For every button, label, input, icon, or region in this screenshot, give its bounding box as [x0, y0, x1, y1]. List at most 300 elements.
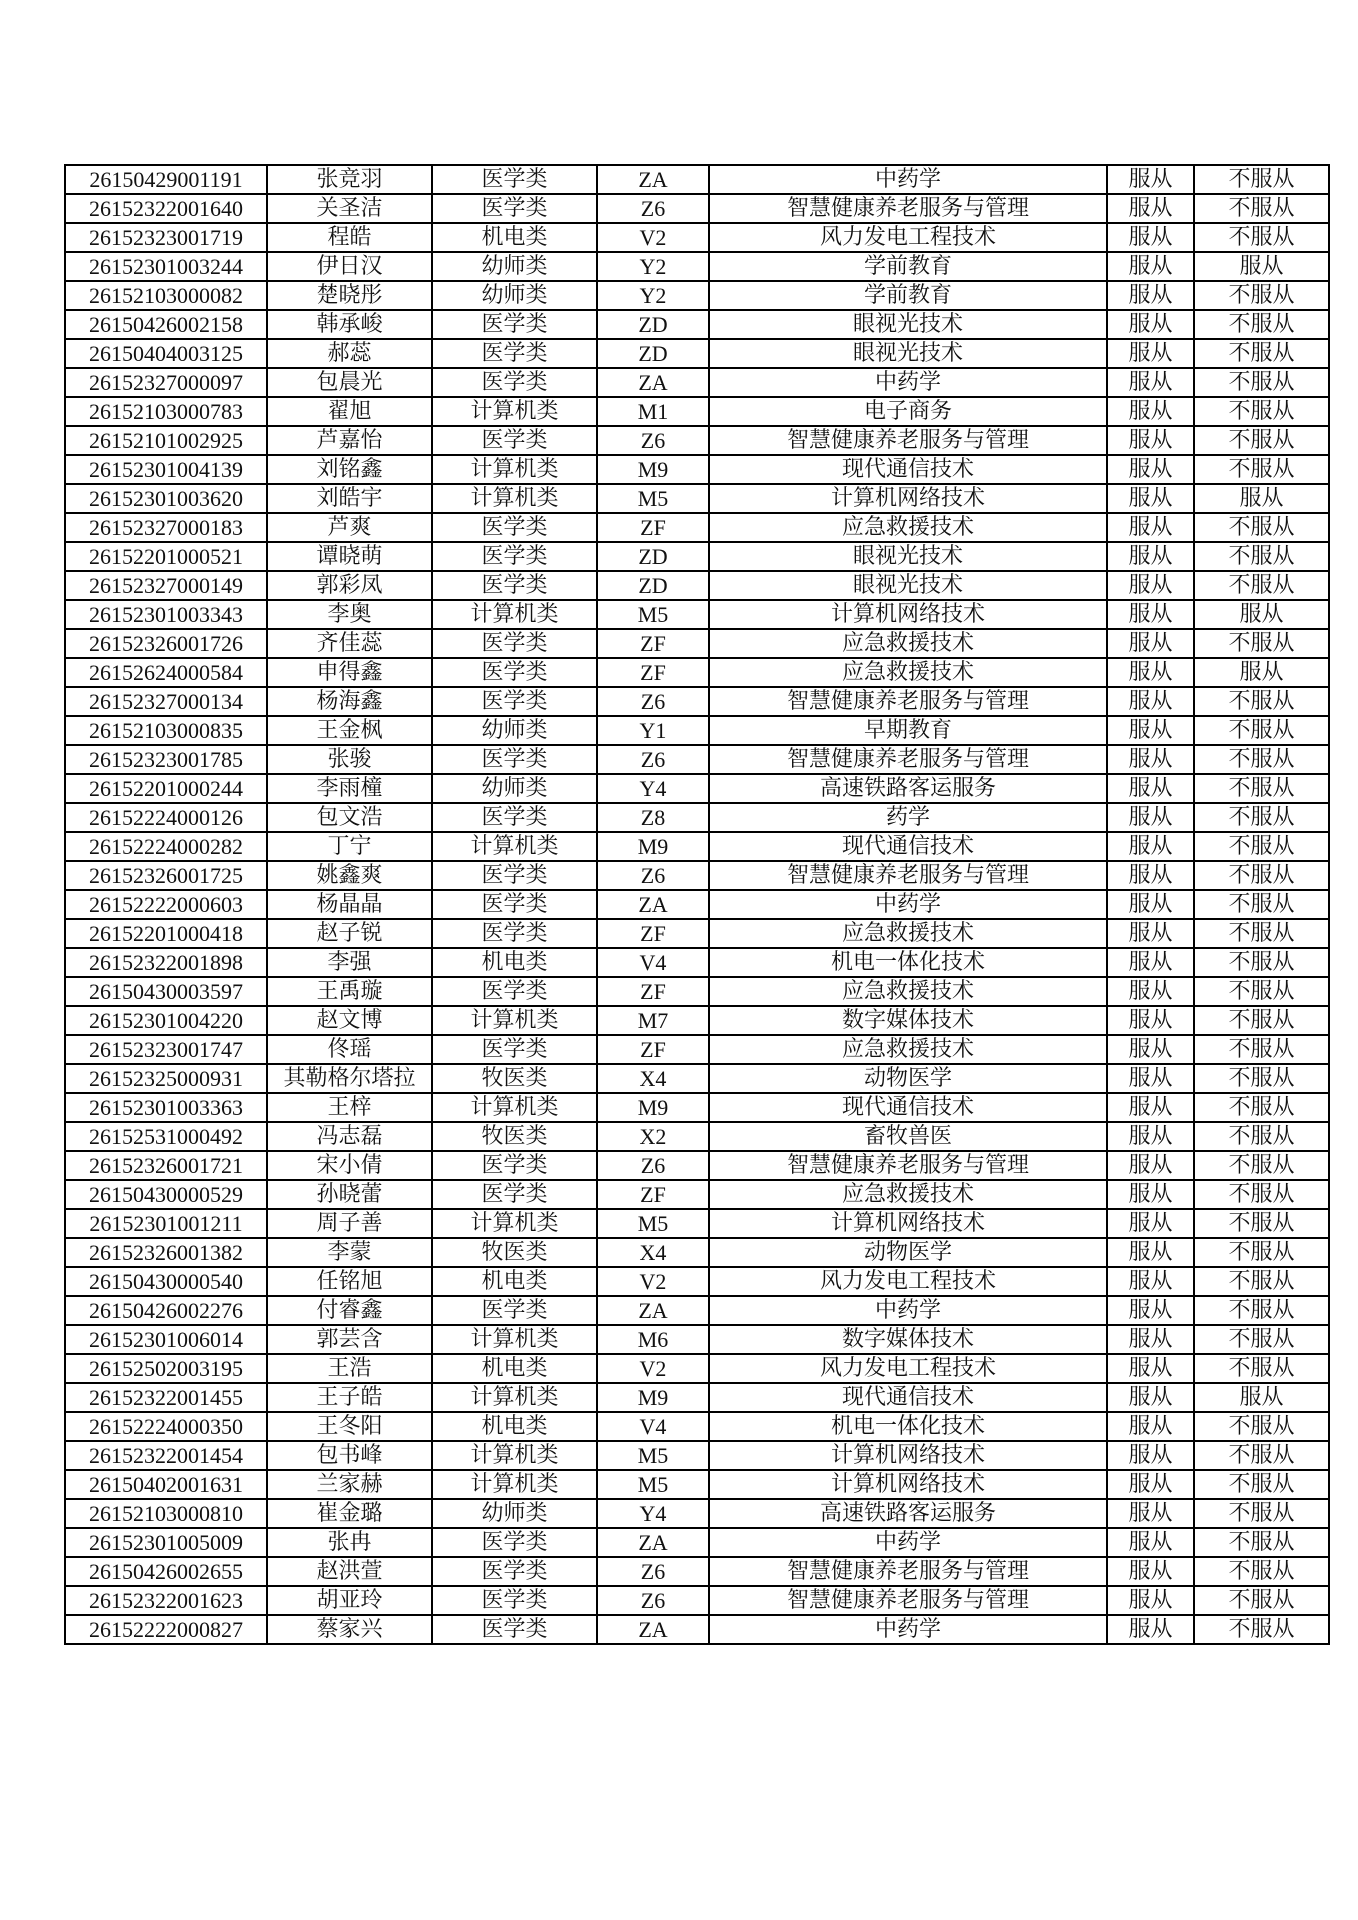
- major-cell: 中药学: [709, 1528, 1107, 1557]
- table-row: [65, 223, 1329, 252]
- exam-id-cell: 26152201000418: [65, 919, 267, 948]
- name-cell: 赵洪萱: [267, 1557, 432, 1586]
- exam-id-cell: 26152323001785: [65, 745, 267, 774]
- secondary-adjust-cell: 不服从: [1194, 281, 1329, 310]
- exam-id-cell: 26152326001726: [65, 629, 267, 658]
- name-cell: 申得鑫: [267, 658, 432, 687]
- secondary-adjust-cell: 不服从: [1194, 803, 1329, 832]
- major-cell: 风力发电工程技术: [709, 1267, 1107, 1296]
- exam-id-cell: 26152224000282: [65, 832, 267, 861]
- name-cell: 蔡家兴: [267, 1615, 432, 1644]
- category-cell: 医学类: [432, 194, 597, 223]
- major-cell: 中药学: [709, 368, 1107, 397]
- code-cell: M5: [597, 1470, 709, 1499]
- category-cell: 机电类: [432, 1267, 597, 1296]
- code-cell: V2: [597, 1354, 709, 1383]
- code-cell: M9: [597, 832, 709, 861]
- adjust-cell: 服从: [1107, 832, 1194, 861]
- secondary-adjust-cell: 不服从: [1194, 687, 1329, 716]
- code-cell: Z6: [597, 687, 709, 716]
- adjust-cell: 服从: [1107, 1615, 1194, 1644]
- exam-id-cell: 26152301003244: [65, 252, 267, 281]
- secondary-adjust-cell: 不服从: [1194, 1238, 1329, 1267]
- adjust-cell: 服从: [1107, 687, 1194, 716]
- code-cell: ZF: [597, 977, 709, 1006]
- exam-id-cell: 26152301003363: [65, 1093, 267, 1122]
- table-row: [65, 861, 1329, 890]
- adjust-cell: 服从: [1107, 600, 1194, 629]
- exam-id-cell: 26152301006014: [65, 1325, 267, 1354]
- table-row: [65, 1006, 1329, 1035]
- code-cell: ZD: [597, 542, 709, 571]
- secondary-adjust-cell: 不服从: [1194, 716, 1329, 745]
- code-cell: Z6: [597, 745, 709, 774]
- name-cell: 李强: [267, 948, 432, 977]
- code-cell: ZF: [597, 1035, 709, 1064]
- adjust-cell: 服从: [1107, 1238, 1194, 1267]
- major-cell: 风力发电工程技术: [709, 1354, 1107, 1383]
- code-cell: ZD: [597, 339, 709, 368]
- code-cell: X2: [597, 1122, 709, 1151]
- name-cell: 王子皓: [267, 1383, 432, 1412]
- table-row: [65, 1122, 1329, 1151]
- table-row: [65, 1267, 1329, 1296]
- name-cell: 宋小倩: [267, 1151, 432, 1180]
- name-cell: 包晨光: [267, 368, 432, 397]
- secondary-adjust-cell: 服从: [1194, 252, 1329, 281]
- name-cell: 包书峰: [267, 1441, 432, 1470]
- adjust-cell: 服从: [1107, 397, 1194, 426]
- name-cell: 赵文博: [267, 1006, 432, 1035]
- table-row: [65, 600, 1329, 629]
- exam-id-cell: 26152327000097: [65, 368, 267, 397]
- secondary-adjust-cell: 不服从: [1194, 1528, 1329, 1557]
- category-cell: 计算机类: [432, 455, 597, 484]
- secondary-adjust-cell: 不服从: [1194, 1093, 1329, 1122]
- exam-id-cell: 26152201000521: [65, 542, 267, 571]
- exam-id-cell: 26152624000584: [65, 658, 267, 687]
- adjust-cell: 服从: [1107, 716, 1194, 745]
- table-row: [65, 890, 1329, 919]
- name-cell: 包文浩: [267, 803, 432, 832]
- secondary-adjust-cell: 不服从: [1194, 1180, 1329, 1209]
- code-cell: ZF: [597, 919, 709, 948]
- name-cell: 韩承峻: [267, 310, 432, 339]
- table-row: [65, 281, 1329, 310]
- table-row: [65, 977, 1329, 1006]
- name-cell: 周子善: [267, 1209, 432, 1238]
- exam-id-cell: 26152327000183: [65, 513, 267, 542]
- adjust-cell: 服从: [1107, 455, 1194, 484]
- adjust-cell: 服从: [1107, 484, 1194, 513]
- category-cell: 医学类: [432, 919, 597, 948]
- category-cell: 医学类: [432, 629, 597, 658]
- major-cell: 应急救援技术: [709, 658, 1107, 687]
- category-cell: 医学类: [432, 1615, 597, 1644]
- adjust-cell: 服从: [1107, 890, 1194, 919]
- table-row: [65, 1528, 1329, 1557]
- secondary-adjust-cell: 不服从: [1194, 1499, 1329, 1528]
- exam-id-cell: 26152531000492: [65, 1122, 267, 1151]
- category-cell: 医学类: [432, 1035, 597, 1064]
- category-cell: 幼师类: [432, 774, 597, 803]
- name-cell: 杨海鑫: [267, 687, 432, 716]
- table-row: [65, 1296, 1329, 1325]
- code-cell: Y1: [597, 716, 709, 745]
- adjust-cell: 服从: [1107, 252, 1194, 281]
- major-cell: 电子商务: [709, 397, 1107, 426]
- name-cell: 张骏: [267, 745, 432, 774]
- exam-id-cell: 26150426002158: [65, 310, 267, 339]
- adjust-cell: 服从: [1107, 1470, 1194, 1499]
- category-cell: 机电类: [432, 1412, 597, 1441]
- code-cell: M9: [597, 1383, 709, 1412]
- adjust-cell: 服从: [1107, 571, 1194, 600]
- table-row: [65, 658, 1329, 687]
- table-row: [65, 1325, 1329, 1354]
- category-cell: 医学类: [432, 687, 597, 716]
- major-cell: 中药学: [709, 890, 1107, 919]
- adjust-cell: 服从: [1107, 1354, 1194, 1383]
- name-cell: 姚鑫爽: [267, 861, 432, 890]
- adjust-cell: 服从: [1107, 919, 1194, 948]
- major-cell: 学前教育: [709, 252, 1107, 281]
- code-cell: V4: [597, 1412, 709, 1441]
- code-cell: ZF: [597, 658, 709, 687]
- major-cell: 高速铁路客运服务: [709, 774, 1107, 803]
- table-row: [65, 339, 1329, 368]
- category-cell: 计算机类: [432, 397, 597, 426]
- category-cell: 幼师类: [432, 281, 597, 310]
- category-cell: 医学类: [432, 803, 597, 832]
- major-cell: 计算机网络技术: [709, 1209, 1107, 1238]
- exam-id-cell: 26150430000540: [65, 1267, 267, 1296]
- category-cell: 医学类: [432, 571, 597, 600]
- secondary-adjust-cell: 不服从: [1194, 1035, 1329, 1064]
- name-cell: 其勒格尔塔拉: [267, 1064, 432, 1093]
- adjust-cell: 服从: [1107, 745, 1194, 774]
- adjust-cell: 服从: [1107, 194, 1194, 223]
- name-cell: 丁宁: [267, 832, 432, 861]
- exam-id-cell: 26152101002925: [65, 426, 267, 455]
- exam-id-cell: 26152224000350: [65, 1412, 267, 1441]
- table-row: [65, 919, 1329, 948]
- exam-id-cell: 26152322001455: [65, 1383, 267, 1412]
- secondary-adjust-cell: 不服从: [1194, 1325, 1329, 1354]
- category-cell: 机电类: [432, 1354, 597, 1383]
- name-cell: 王浩: [267, 1354, 432, 1383]
- category-cell: 计算机类: [432, 1093, 597, 1122]
- adjust-cell: 服从: [1107, 1383, 1194, 1412]
- secondary-adjust-cell: 不服从: [1194, 977, 1329, 1006]
- major-cell: 计算机网络技术: [709, 1441, 1107, 1470]
- category-cell: 医学类: [432, 977, 597, 1006]
- exam-id-cell: 26152322001898: [65, 948, 267, 977]
- code-cell: Z8: [597, 803, 709, 832]
- name-cell: 孙晓蕾: [267, 1180, 432, 1209]
- major-cell: 机电一体化技术: [709, 948, 1107, 977]
- name-cell: 李蒙: [267, 1238, 432, 1267]
- secondary-adjust-cell: 不服从: [1194, 1354, 1329, 1383]
- name-cell: 李奥: [267, 600, 432, 629]
- category-cell: 计算机类: [432, 1441, 597, 1470]
- major-cell: 学前教育: [709, 281, 1107, 310]
- secondary-adjust-cell: 服从: [1194, 484, 1329, 513]
- code-cell: M6: [597, 1325, 709, 1354]
- exam-id-cell: 26150402001631: [65, 1470, 267, 1499]
- exam-id-cell: 26152326001721: [65, 1151, 267, 1180]
- major-cell: 智慧健康养老服务与管理: [709, 194, 1107, 223]
- adjust-cell: 服从: [1107, 1499, 1194, 1528]
- secondary-adjust-cell: 服从: [1194, 600, 1329, 629]
- table-row: [65, 252, 1329, 281]
- name-cell: 冯志磊: [267, 1122, 432, 1151]
- secondary-adjust-cell: 不服从: [1194, 542, 1329, 571]
- code-cell: ZF: [597, 513, 709, 542]
- code-cell: ZA: [597, 165, 709, 194]
- adjust-cell: 服从: [1107, 1209, 1194, 1238]
- code-cell: M5: [597, 1441, 709, 1470]
- adjust-cell: 服从: [1107, 658, 1194, 687]
- table-row: [65, 1499, 1329, 1528]
- name-cell: 程皓: [267, 223, 432, 252]
- name-cell: 佟瑶: [267, 1035, 432, 1064]
- exam-id-cell: 26152323001719: [65, 223, 267, 252]
- major-cell: 智慧健康养老服务与管理: [709, 1151, 1107, 1180]
- major-cell: 数字媒体技术: [709, 1006, 1107, 1035]
- category-cell: 牧医类: [432, 1064, 597, 1093]
- name-cell: 崔金璐: [267, 1499, 432, 1528]
- table-row: [65, 368, 1329, 397]
- table-row: [65, 484, 1329, 513]
- adjust-cell: 服从: [1107, 1267, 1194, 1296]
- adjust-cell: 服从: [1107, 165, 1194, 194]
- name-cell: 刘皓宇: [267, 484, 432, 513]
- table-row: [65, 1615, 1329, 1644]
- name-cell: 李雨橦: [267, 774, 432, 803]
- major-cell: 数字媒体技术: [709, 1325, 1107, 1354]
- code-cell: ZF: [597, 629, 709, 658]
- category-cell: 医学类: [432, 1296, 597, 1325]
- category-cell: 计算机类: [432, 832, 597, 861]
- table-row: [65, 948, 1329, 977]
- name-cell: 刘铭鑫: [267, 455, 432, 484]
- major-cell: 动物医学: [709, 1064, 1107, 1093]
- code-cell: Y4: [597, 774, 709, 803]
- table-row: [65, 513, 1329, 542]
- code-cell: Z6: [597, 1151, 709, 1180]
- secondary-adjust-cell: 不服从: [1194, 832, 1329, 861]
- secondary-adjust-cell: 不服从: [1194, 1470, 1329, 1499]
- major-cell: 智慧健康养老服务与管理: [709, 426, 1107, 455]
- secondary-adjust-cell: 不服从: [1194, 861, 1329, 890]
- category-cell: 计算机类: [432, 484, 597, 513]
- category-cell: 医学类: [432, 165, 597, 194]
- table-row: [65, 542, 1329, 571]
- secondary-adjust-cell: 不服从: [1194, 1441, 1329, 1470]
- table-row: [65, 1035, 1329, 1064]
- category-cell: 机电类: [432, 223, 597, 252]
- adjust-cell: 服从: [1107, 1093, 1194, 1122]
- secondary-adjust-cell: 不服从: [1194, 1209, 1329, 1238]
- code-cell: M9: [597, 455, 709, 484]
- major-cell: 现代通信技术: [709, 1383, 1107, 1412]
- major-cell: 眼视光技术: [709, 310, 1107, 339]
- table-row: [65, 803, 1329, 832]
- name-cell: 王金枫: [267, 716, 432, 745]
- secondary-adjust-cell: 不服从: [1194, 1122, 1329, 1151]
- exam-id-cell: 26152322001454: [65, 1441, 267, 1470]
- admission-table: [64, 164, 1330, 1645]
- adjust-cell: 服从: [1107, 1325, 1194, 1354]
- name-cell: 谭晓萌: [267, 542, 432, 571]
- name-cell: 关圣洁: [267, 194, 432, 223]
- exam-id-cell: 26152301003620: [65, 484, 267, 513]
- major-cell: 计算机网络技术: [709, 1470, 1107, 1499]
- major-cell: 早期教育: [709, 716, 1107, 745]
- name-cell: 任铭旭: [267, 1267, 432, 1296]
- major-cell: 应急救援技术: [709, 977, 1107, 1006]
- name-cell: 王禹璇: [267, 977, 432, 1006]
- adjust-cell: 服从: [1107, 1441, 1194, 1470]
- major-cell: 应急救援技术: [709, 1035, 1107, 1064]
- exam-id-cell: 26152327000149: [65, 571, 267, 600]
- adjust-cell: 服从: [1107, 1122, 1194, 1151]
- adjust-cell: 服从: [1107, 948, 1194, 977]
- adjust-cell: 服从: [1107, 1035, 1194, 1064]
- code-cell: V2: [597, 223, 709, 252]
- code-cell: ZA: [597, 1296, 709, 1325]
- category-cell: 计算机类: [432, 1383, 597, 1412]
- code-cell: M5: [597, 484, 709, 513]
- exam-id-cell: 26150430000529: [65, 1180, 267, 1209]
- adjust-cell: 服从: [1107, 1557, 1194, 1586]
- category-cell: 医学类: [432, 339, 597, 368]
- category-cell: 牧医类: [432, 1122, 597, 1151]
- table-row: [65, 1470, 1329, 1499]
- major-cell: 智慧健康养老服务与管理: [709, 861, 1107, 890]
- code-cell: Y4: [597, 1499, 709, 1528]
- exam-id-cell: 26152323001747: [65, 1035, 267, 1064]
- code-cell: X4: [597, 1064, 709, 1093]
- table-row: [65, 1093, 1329, 1122]
- category-cell: 医学类: [432, 513, 597, 542]
- adjust-cell: 服从: [1107, 1006, 1194, 1035]
- adjust-cell: 服从: [1107, 542, 1194, 571]
- major-cell: 现代通信技术: [709, 1093, 1107, 1122]
- name-cell: 翟旭: [267, 397, 432, 426]
- secondary-adjust-cell: 不服从: [1194, 1586, 1329, 1615]
- name-cell: 伊日汉: [267, 252, 432, 281]
- major-cell: 中药学: [709, 165, 1107, 194]
- exam-id-cell: 26152103000082: [65, 281, 267, 310]
- secondary-adjust-cell: 不服从: [1194, 571, 1329, 600]
- major-cell: 应急救援技术: [709, 513, 1107, 542]
- table-row: [65, 1354, 1329, 1383]
- adjust-cell: 服从: [1107, 426, 1194, 455]
- name-cell: 胡亚玲: [267, 1586, 432, 1615]
- major-cell: 高速铁路客运服务: [709, 1499, 1107, 1528]
- name-cell: 杨晶晶: [267, 890, 432, 919]
- category-cell: 医学类: [432, 861, 597, 890]
- name-cell: 张冉: [267, 1528, 432, 1557]
- secondary-adjust-cell: 不服从: [1194, 1557, 1329, 1586]
- exam-id-cell: 26150404003125: [65, 339, 267, 368]
- exam-id-cell: 26150430003597: [65, 977, 267, 1006]
- secondary-adjust-cell: 不服从: [1194, 774, 1329, 803]
- major-cell: 应急救援技术: [709, 919, 1107, 948]
- adjust-cell: 服从: [1107, 1064, 1194, 1093]
- table-row: [65, 1209, 1329, 1238]
- secondary-adjust-cell: 不服从: [1194, 310, 1329, 339]
- table-row: [65, 1238, 1329, 1267]
- category-cell: 医学类: [432, 542, 597, 571]
- major-cell: 药学: [709, 803, 1107, 832]
- code-cell: M7: [597, 1006, 709, 1035]
- category-cell: 计算机类: [432, 1006, 597, 1035]
- table-row: [65, 310, 1329, 339]
- code-cell: M5: [597, 1209, 709, 1238]
- secondary-adjust-cell: 不服从: [1194, 1615, 1329, 1644]
- name-cell: 兰家赫: [267, 1470, 432, 1499]
- category-cell: 医学类: [432, 1180, 597, 1209]
- table-row: [65, 1586, 1329, 1615]
- name-cell: 芦嘉怡: [267, 426, 432, 455]
- exam-id-cell: 26152322001623: [65, 1586, 267, 1615]
- table-row: [65, 716, 1329, 745]
- adjust-cell: 服从: [1107, 803, 1194, 832]
- code-cell: ZF: [597, 1180, 709, 1209]
- name-cell: 张竞羽: [267, 165, 432, 194]
- exam-id-cell: 26152502003195: [65, 1354, 267, 1383]
- code-cell: ZD: [597, 310, 709, 339]
- table-row: [65, 1441, 1329, 1470]
- adjust-cell: 服从: [1107, 1151, 1194, 1180]
- exam-id-cell: 26152326001725: [65, 861, 267, 890]
- code-cell: V2: [597, 1267, 709, 1296]
- name-cell: 郝蕊: [267, 339, 432, 368]
- adjust-cell: 服从: [1107, 629, 1194, 658]
- exam-id-cell: 26152326001382: [65, 1238, 267, 1267]
- major-cell: 计算机网络技术: [709, 484, 1107, 513]
- secondary-adjust-cell: 不服从: [1194, 513, 1329, 542]
- exam-id-cell: 26152301003343: [65, 600, 267, 629]
- table-row: [65, 455, 1329, 484]
- code-cell: Z6: [597, 1586, 709, 1615]
- secondary-adjust-cell: 不服从: [1194, 1006, 1329, 1035]
- major-cell: 智慧健康养老服务与管理: [709, 745, 1107, 774]
- name-cell: 郭芸含: [267, 1325, 432, 1354]
- adjust-cell: 服从: [1107, 861, 1194, 890]
- secondary-adjust-cell: 不服从: [1194, 890, 1329, 919]
- secondary-adjust-cell: 不服从: [1194, 948, 1329, 977]
- exam-id-cell: 26152301001211: [65, 1209, 267, 1238]
- adjust-cell: 服从: [1107, 223, 1194, 252]
- secondary-adjust-cell: 不服从: [1194, 455, 1329, 484]
- major-cell: 畜牧兽医: [709, 1122, 1107, 1151]
- exam-id-cell: 26152301004220: [65, 1006, 267, 1035]
- code-cell: ZD: [597, 571, 709, 600]
- code-cell: M1: [597, 397, 709, 426]
- secondary-adjust-cell: 服从: [1194, 658, 1329, 687]
- major-cell: 机电一体化技术: [709, 1412, 1107, 1441]
- adjust-cell: 服从: [1107, 339, 1194, 368]
- code-cell: Y2: [597, 252, 709, 281]
- category-cell: 医学类: [432, 1557, 597, 1586]
- table-row: [65, 1383, 1329, 1412]
- code-cell: ZA: [597, 1528, 709, 1557]
- major-cell: 智慧健康养老服务与管理: [709, 1557, 1107, 1586]
